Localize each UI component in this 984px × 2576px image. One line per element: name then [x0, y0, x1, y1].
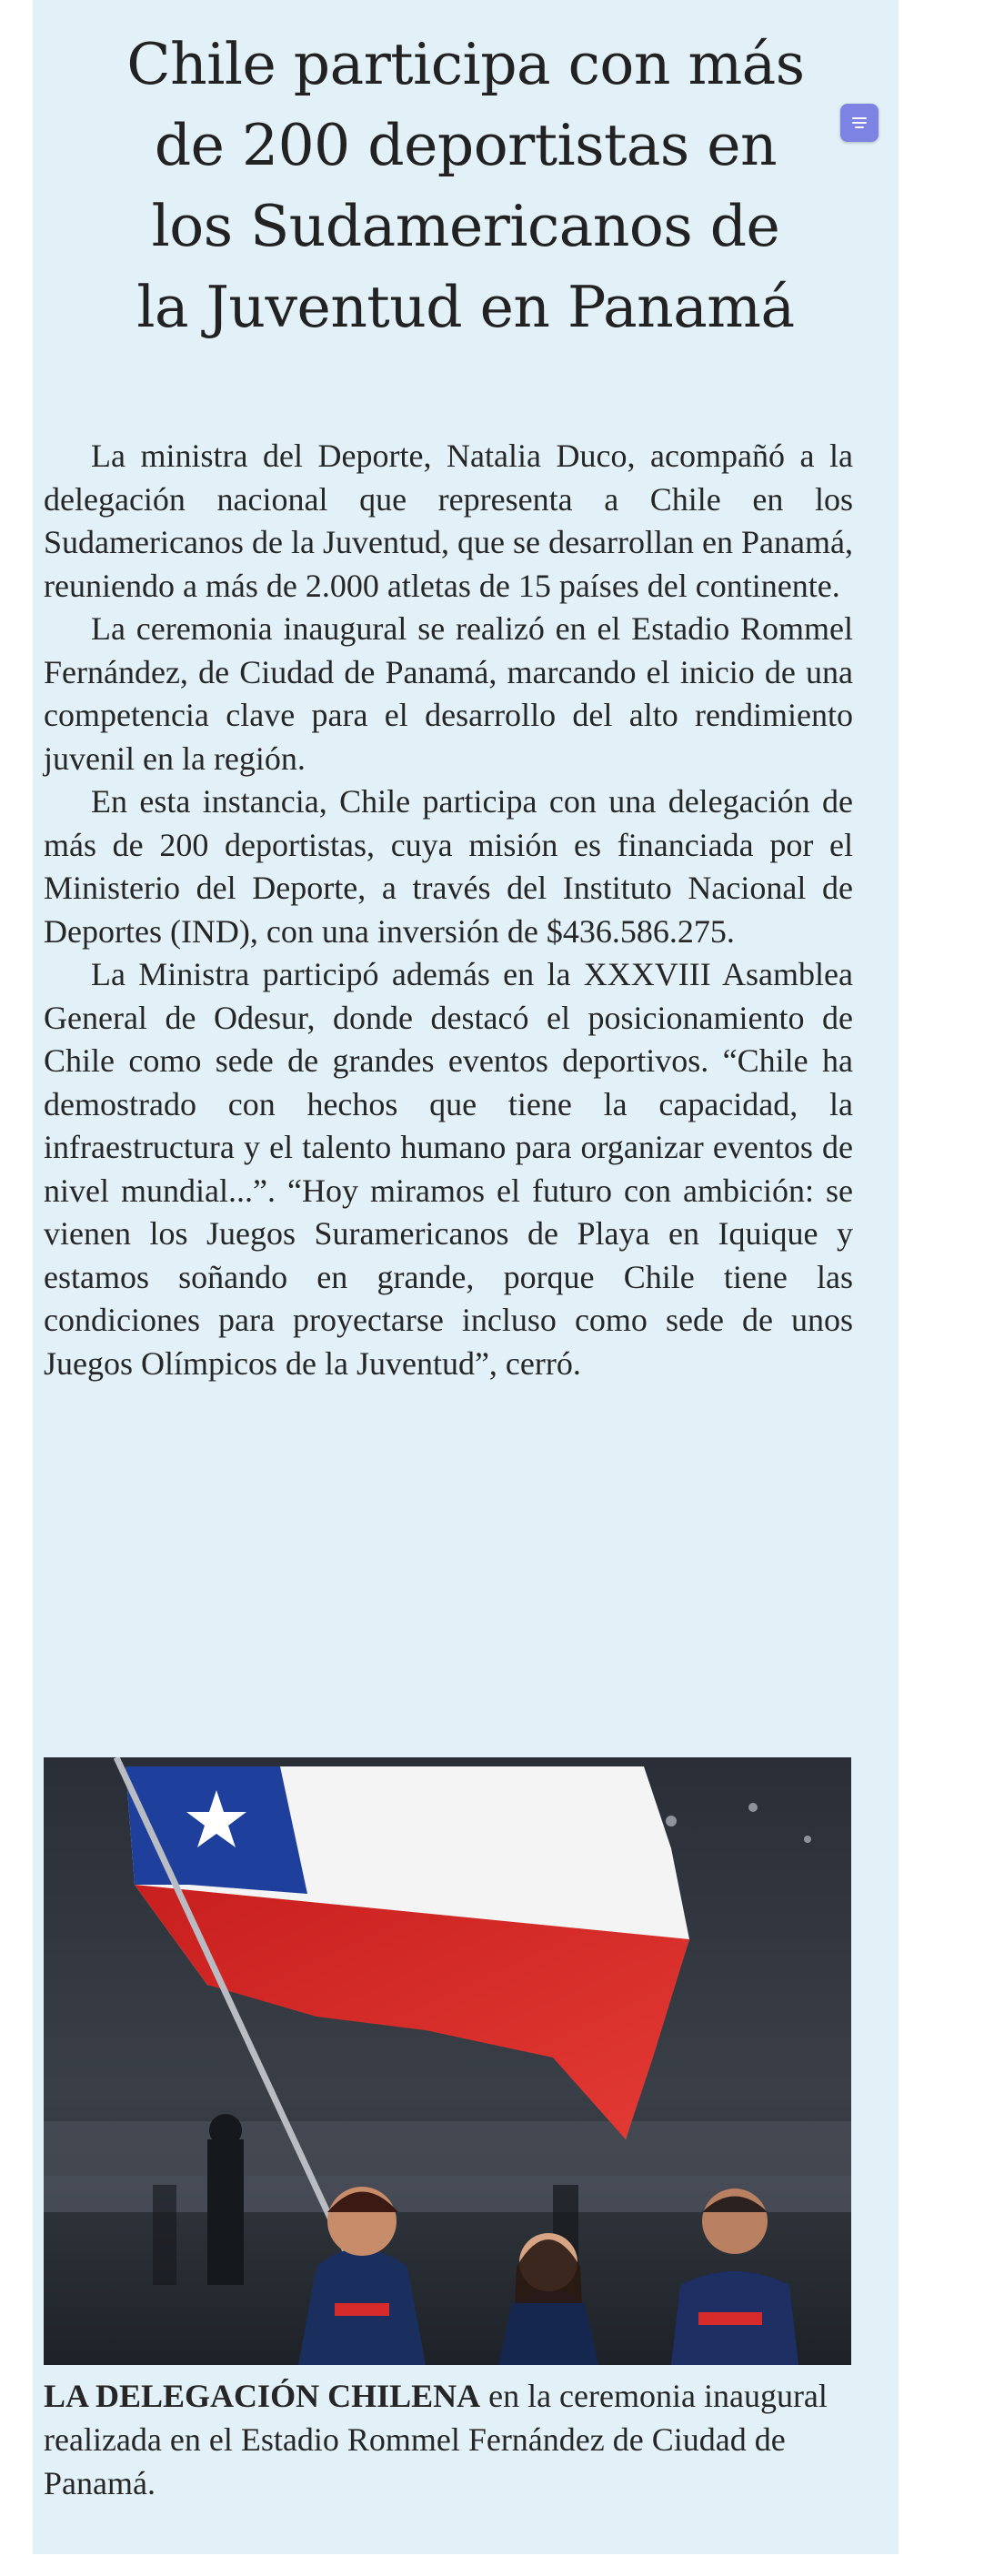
paragraph: En esta instancia, Chile participa con una delegación de más de 200 deportistas, cuya misión es financiada por el Ministerio del Deporte, a través del Instituto Nacional de Deportes (IND), con una inversión de $436.586.275. — [44, 783, 853, 950]
article-photo — [44, 1757, 851, 2365]
photo-illustration — [44, 1757, 851, 2365]
headline — [33, 24, 899, 347]
headline-line: los Sudamericanos de — [151, 193, 780, 259]
headline-line: la Juventud en Panamá — [136, 274, 795, 340]
paragraph: La Ministra participó además en la XXXVIII Asamblea General de Odesur, donde destacó el posicionamiento de Chile como sede de grandes eventos deportivos. “Chile ha demostrado con hechos que tiene la capacidad, la infraestructura y el talento humano para organizar eventos de nivel mundial...”. “Hoy miramos el futuro con ambición: se vienen los Juegos Suramericanos de Playa en Iquique y estamos soñando en grande, porque Chile tiene las condiciones para proyectarse incluso como sede de unos Juegos Olímpicos de la Juventud”, cerró. — [44, 956, 853, 1382]
caption-text: en la ceremonia inaugural realizada en el Estadio Rommel Fernández de Ciudad de Panamá. — [44, 2378, 828, 2501]
headline-line: de 200 deportistas en — [154, 112, 778, 178]
caption-lead: LA DELEGACIÓN CHILENA — [44, 2378, 481, 2414]
note-icon[interactable] — [840, 104, 879, 142]
article-body — [44, 435, 853, 1385]
photo-caption — [44, 2374, 853, 2505]
paragraph: La ceremonia inaugural se realizó en el Estadio Rommel Fernández, de Ciudad de Panamá, marcando el inicio de una competencia clave para el desarrollo del alto rendimiento juvenil en la región. — [44, 610, 853, 777]
headline-line: Chile participa con más — [126, 31, 805, 97]
paragraph: La ministra del Deporte, Natalia Duco, acompañó a la delegación nacional que representa a Chile en los Sudamericanos de la Juventud, que se desarrollan en Panamá, reuniendo a más de 2.000 atletas de 15 países del continente. — [44, 438, 853, 604]
